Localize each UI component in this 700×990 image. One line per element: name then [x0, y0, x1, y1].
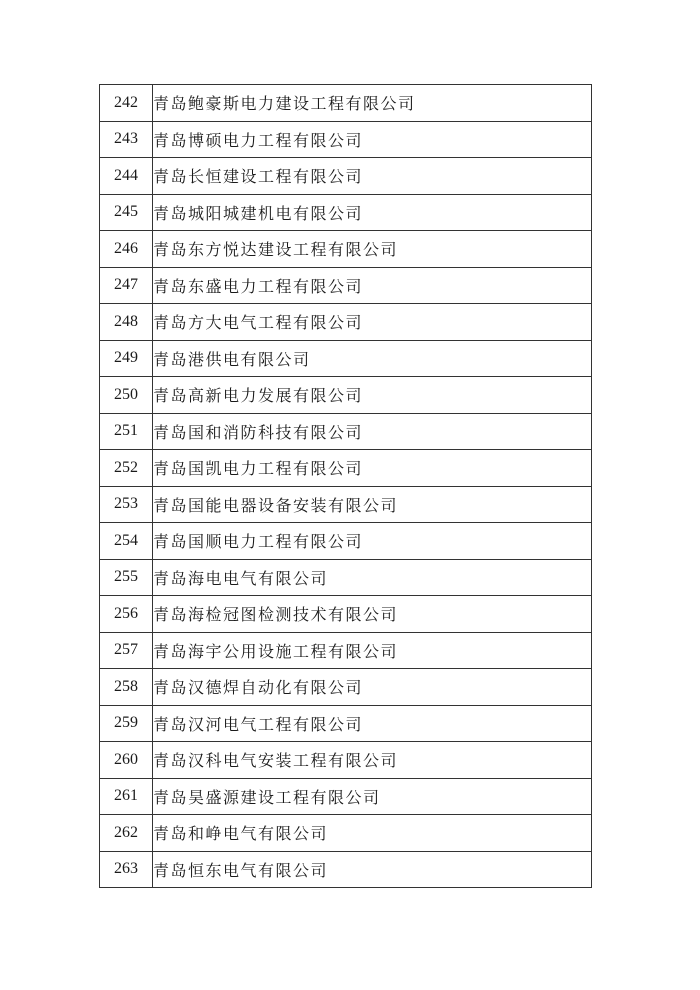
table-row: [100, 194, 592, 231]
company-name: 青岛鲍豪斯电力建设工程有限公司: [153, 85, 592, 122]
company-name: 青岛国和消防科技有限公司: [153, 413, 592, 450]
row-number: 261: [100, 778, 153, 815]
row-number: 263: [100, 851, 153, 888]
row-number: 262: [100, 815, 153, 852]
row-number: 251: [100, 413, 153, 450]
company-name: 青岛博硕电力工程有限公司: [153, 121, 592, 158]
row-number: 245: [100, 194, 153, 231]
table-row: [100, 486, 592, 523]
table-row: [100, 851, 592, 888]
table-row: [100, 632, 592, 669]
table-row: [100, 596, 592, 633]
table-row: [100, 231, 592, 268]
company-name: 青岛东方悦达建设工程有限公司: [153, 231, 592, 268]
company-name: 青岛海检冠图检测技术有限公司: [153, 596, 592, 633]
table-row: [100, 340, 592, 377]
company-name: 青岛和峥电气有限公司: [153, 815, 592, 852]
table-row: [100, 778, 592, 815]
table-row: [100, 121, 592, 158]
company-name: 青岛汉科电气安装工程有限公司: [153, 742, 592, 779]
row-number: 254: [100, 523, 153, 560]
row-number: 244: [100, 158, 153, 195]
table-row: [100, 413, 592, 450]
table-row: [100, 267, 592, 304]
company-name: 青岛海电电气有限公司: [153, 559, 592, 596]
table-row: [100, 304, 592, 341]
row-number: 255: [100, 559, 153, 596]
table-row: [100, 377, 592, 414]
company-name: 青岛方大电气工程有限公司: [153, 304, 592, 341]
company-name: 青岛高新电力发展有限公司: [153, 377, 592, 414]
company-name: 青岛汉河电气工程有限公司: [153, 705, 592, 742]
company-name: 青岛海宇公用设施工程有限公司: [153, 632, 592, 669]
table-row: [100, 559, 592, 596]
row-number: 249: [100, 340, 153, 377]
table-row: [100, 450, 592, 487]
company-name: 青岛国凯电力工程有限公司: [153, 450, 592, 487]
company-name: 青岛长恒建设工程有限公司: [153, 158, 592, 195]
row-number: 250: [100, 377, 153, 414]
row-number: 242: [100, 85, 153, 122]
company-name: 青岛恒东电气有限公司: [153, 851, 592, 888]
table-row: [100, 705, 592, 742]
row-number: 248: [100, 304, 153, 341]
company-name: 青岛汉德焊自动化有限公司: [153, 669, 592, 706]
company-name: 青岛国顺电力工程有限公司: [153, 523, 592, 560]
row-number: 243: [100, 121, 153, 158]
row-number: 247: [100, 267, 153, 304]
row-number: 246: [100, 231, 153, 268]
row-number: 256: [100, 596, 153, 633]
row-number: 259: [100, 705, 153, 742]
row-number: 257: [100, 632, 153, 669]
row-number: 258: [100, 669, 153, 706]
row-number: 253: [100, 486, 153, 523]
company-list-body: [100, 85, 592, 888]
row-number: 260: [100, 742, 153, 779]
company-name: 青岛城阳城建机电有限公司: [153, 194, 592, 231]
row-number: 252: [100, 450, 153, 487]
table-row: [100, 815, 592, 852]
company-name: 青岛昊盛源建设工程有限公司: [153, 778, 592, 815]
table-row: [100, 523, 592, 560]
table-row: [100, 742, 592, 779]
company-name: 青岛港供电有限公司: [153, 340, 592, 377]
table-row: [100, 85, 592, 122]
table-row: [100, 669, 592, 706]
company-list-table: [99, 84, 592, 888]
company-name: 青岛国能电器设备安装有限公司: [153, 486, 592, 523]
company-name: 青岛东盛电力工程有限公司: [153, 267, 592, 304]
table-row: [100, 158, 592, 195]
